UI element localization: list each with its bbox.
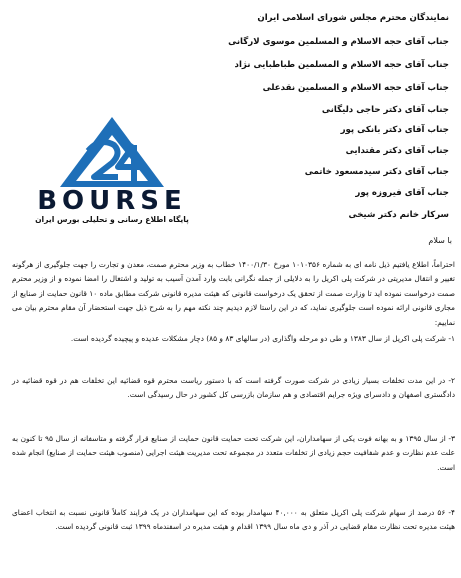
point-4: ۴- ۵۶ درصد از سهام شرکت پلی اکریل متعلق به ۴۰,۰۰۰ سهامدار بوده که این سهامداران در یک فرایند کاملاً قانونی نسبت به انتخاب اعضای هیئت مدیره تحت نظارت مقام قضایی در آذر و دی ماه سال ۱۳۹۹ اقدام و هیئت مدیره در اسفندماه ۱۳۹۹ ثبت قانونی گردیده است. [12,508,455,532]
bourse-logo [14,115,210,227]
recipient-line-7: جناب آقای دکتر مقتدایی [345,146,449,156]
intro-paragraph: احتراماً، اطلاع یافتیم ذیل نامه ای به شماره ۱۰۱۰۳۵۶ مورخ ۱۴۰۰/۱/۳۰ خطاب به وزیر محترم صمت، معدن و تجارت را جهت جلوگیری از هرگونه تغییر و انتقال مدیریتی در شرکت پلی اکریل را به دلایلی از جمله نگرانی بابت وارد آمدن آسیب به تولید و اشتغال را امضا نموده و از وزیر محترم صمت درخواست نموده اید تا وزارت صمت از تحقق یک درخواست قانونی که هیئت مدیره قانونی شرکت مطابق ماده ۱۰ قانون حمایت از صنایع از مجاری قانونی ارائه نموده است جلوگیری نماید، که در این راستا لازم دیدیم چند نکته مهم را به شرح ذیل جهت استحضار آن مقام محترم بیان می نماییم: [12,260,455,327]
recipient-line-9: جناب آقای فیروزه پور [355,188,449,198]
point-2: ۲- در این مدت تخلفات بسیار زیادی در شرکت صورت گرفته است که با دستور ریاست محترم قوه قضائیه این تخلفات هم در قوه قضائیه در دادگستری اصفهان و دادسرای ویژه جرایم اقتصادی و هم سازمان بازرسی کل کشور در حال رسیدگی است. [12,376,455,400]
recipient-line-10: سرکار خانم دکتر شیخی [348,210,449,220]
recipient-line-4: جناب آقای حجه الاسلام و المسلمین نقدعلی [262,83,449,93]
recipient-line-1: نمایندگان محترم مجلس شورای اسلامی ایران [257,13,449,23]
recipient-line-3: جناب آقای حجه الاسلام و المسلمین طباطبایی نژاد [234,60,449,70]
recipient-line-5: جناب آقای دکتر حاجی دلیگانی [321,105,449,115]
point-1: ۱- شرکت پلی اکریل از سال ۱۳۸۳ و طی دو مرحله واگذاری (در سالهای ۸۳ و ۸۵) دچار مشکلات عدیده و پیچیده گردیده است. [70,334,455,343]
logo-brand-text: BOURSE [37,186,187,216]
recipient-line-2: جناب آقای حجه الاسلام و المسلمین موسوی لارگانی [228,37,449,47]
logo-subtitle: پایگاه اطلاع رسانی و تحلیلی بورس ایران [35,215,189,224]
salutation: با سلام [428,236,452,245]
recipient-line-6: جناب آقای دکتر بانکی پور [340,125,449,135]
recipient-line-8: جناب آقای دکتر سیدمسعود خاتمی [304,167,449,177]
point-3: ۳- از سال ۱۳۹۵ و به بهانه فوت یکی از سهامداران، این شرکت تحت حمایت قانون حمایت از صنایع قرار گرفته و متاسفانه از سال ۹۵ تا کنون به علت عدم نظارت و عدم شفافیت حجم زیادی از تخلفات متعدد در مجموعه تحت مدیریت هیئت اجرایی (منصوب هیئت حمایت از صنایع) انجام شده است. [12,434,455,472]
